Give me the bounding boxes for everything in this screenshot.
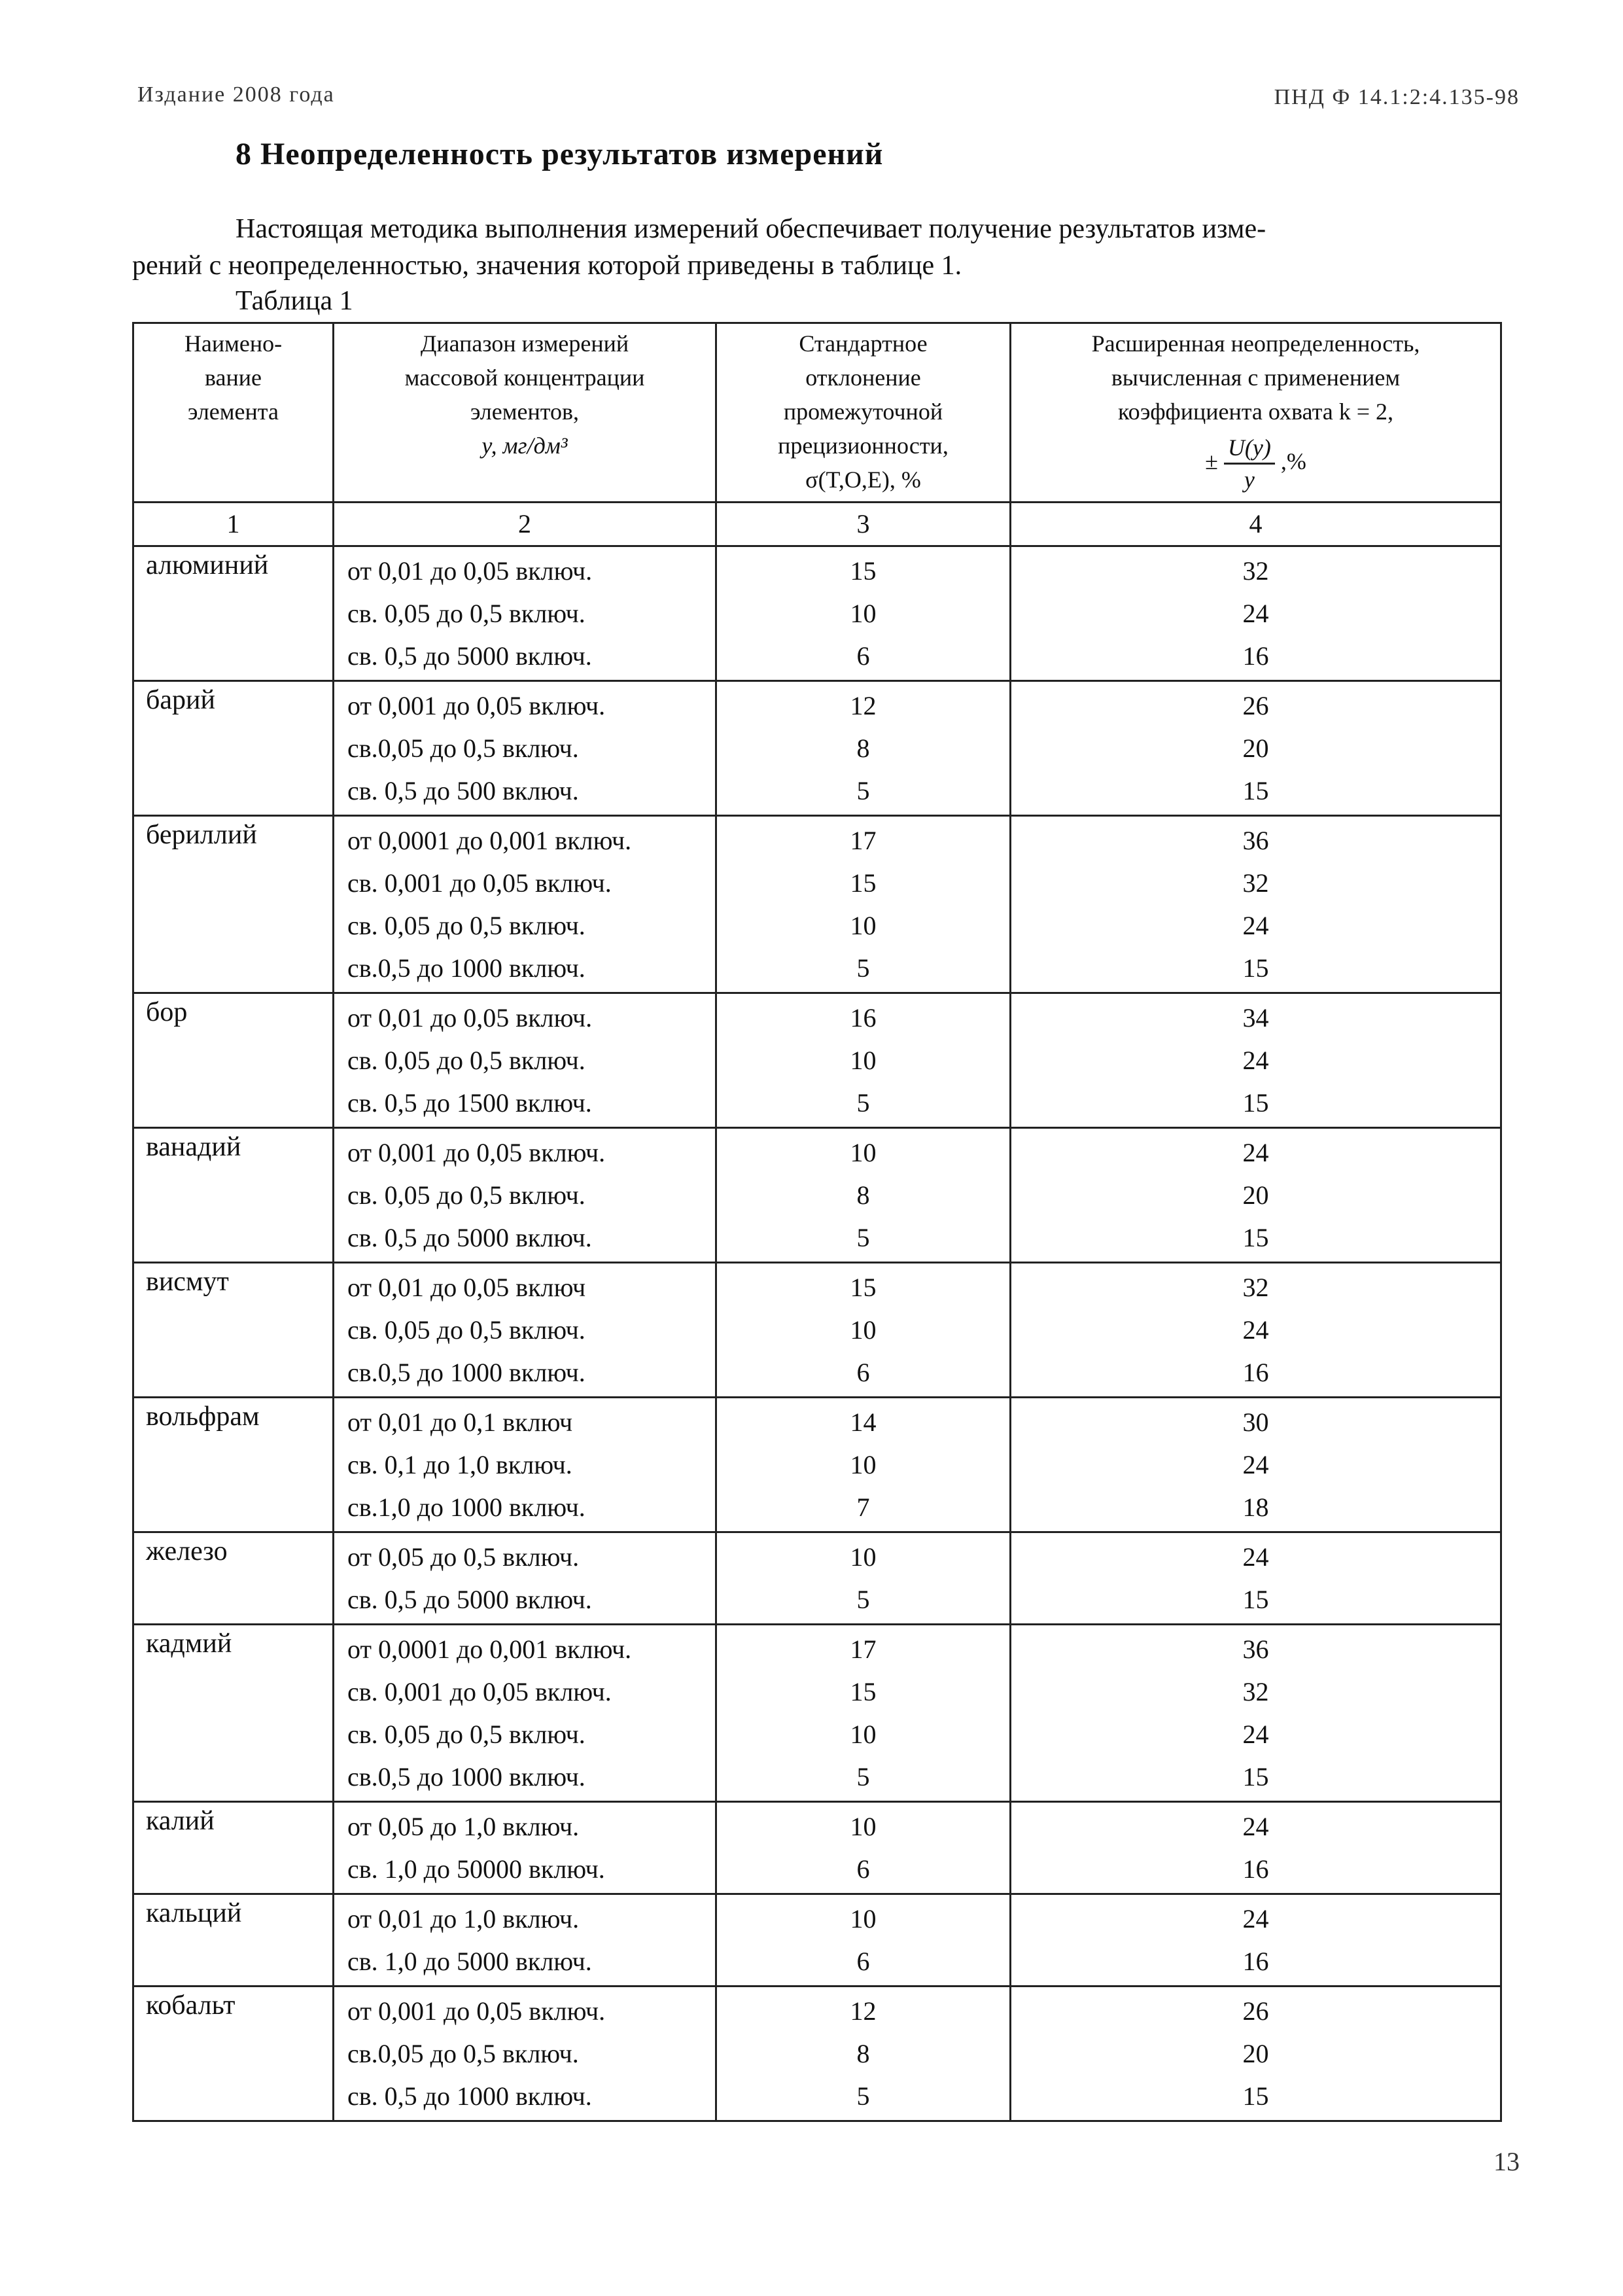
uncertainty-value: 26 [1242,691,1269,720]
sigma-cell [716,1263,1011,1398]
edition-label: Издание 2008 года [137,82,335,107]
sigma-cell [716,1532,1011,1625]
element-name: калий [133,1802,334,1894]
uncertainty-value: 16 [1242,1947,1269,1976]
range-line: от 0,001 до 0,05 включ. [347,1138,606,1167]
header-line: элементов, [470,398,580,425]
element-name: висмут [133,1263,334,1398]
element-name: ванадий [133,1128,334,1263]
range-cell [334,1128,716,1263]
header-line: вычисленная с применением [1111,364,1401,391]
table-row [133,1987,1501,2121]
sigma-value: 5 [856,953,870,983]
range-line: св. 0,05 до 0,5 включ. [347,1315,585,1345]
range-line: от 0,0001 до 0,001 включ. [347,826,632,855]
header-expanded-uncertainty [1011,323,1501,503]
sigma-value: 16 [850,1003,877,1033]
range-cell [334,1263,716,1398]
range-line: от 0,01 до 0,05 включ. [347,1003,593,1033]
range-line: св. 0,1 до 1,0 включ. [347,1450,572,1479]
header-sigma [716,323,1011,503]
range-line: св. 0,05 до 0,5 включ. [347,1720,585,1749]
header-line: отклонение [805,364,921,391]
range-cell [334,1802,716,1894]
uncertainty-value: 24 [1242,911,1269,940]
range-line: св. 0,5 до 1500 включ. [347,1088,592,1118]
uncertainty-value: 20 [1242,733,1269,763]
uncertainty-value: 24 [1242,1138,1269,1167]
uncertainty-value: 24 [1242,1720,1269,1749]
uncertainty-value: 20 [1242,1180,1269,1210]
sigma-value: 17 [850,826,877,855]
table-row [133,1894,1501,1987]
uncertainty-value: 15 [1242,1223,1269,1252]
sigma-value: 6 [856,1947,870,1976]
header-line: у, мг/дм³ [481,433,568,459]
uncertainty-value: 24 [1242,599,1269,628]
table-row [133,1398,1501,1532]
range-line: св.0,05 до 0,5 включ. [347,2039,579,2068]
uncertainty-table [132,322,1502,2122]
sigma-value: 14 [850,1407,877,1437]
uncertainty-cell [1011,1398,1501,1532]
uncertainty-formula [1011,433,1500,495]
uncertainty-value: 34 [1242,1003,1269,1033]
sigma-cell [716,1398,1011,1532]
sigma-value: 5 [856,2081,870,2111]
sigma-cell [716,1802,1011,1894]
table-row [133,546,1501,681]
uncertainty-value: 32 [1242,1677,1269,1706]
sigma-value: 15 [850,1677,877,1706]
range-line: от 0,01 до 1,0 включ. [347,1904,580,1934]
header-line: Наимено- [184,330,283,357]
table-row [133,993,1501,1128]
range-line: св. 1,0 до 5000 включ. [347,1947,592,1976]
column-number: 4 [1011,503,1501,546]
range-line: св. 1,0 до 50000 включ. [347,1854,605,1884]
column-number: 2 [334,503,716,546]
element-name: бор [133,993,334,1128]
uncertainty-value: 15 [1242,776,1269,805]
range-cell [334,1987,716,2121]
element-name: железо [133,1532,334,1625]
sigma-value: 5 [856,1762,870,1792]
uncertainty-cell [1011,546,1501,681]
uncertainty-cell [1011,1128,1501,1263]
range-line: от 0,0001 до 0,001 включ. [347,1634,632,1664]
range-line: св.1,0 до 1000 включ. [347,1492,585,1522]
uncertainty-value: 15 [1242,2081,1269,2111]
table-row [133,1128,1501,1263]
range-line: св. 0,05 до 0,5 включ. [347,1046,585,1075]
range-line: св.0,5 до 1000 включ. [347,953,585,983]
uncertainty-cell [1011,1802,1501,1894]
sigma-value: 5 [856,1088,870,1118]
sigma-value: 15 [850,556,877,586]
uncertainty-cell [1011,1625,1501,1802]
header-row [133,323,1501,503]
header-line: элемента [188,398,279,425]
uncertainty-value: 24 [1242,1904,1269,1934]
uncertainty-value: 16 [1242,1854,1269,1884]
header-line: σ(T,O,E), % [805,467,921,493]
uncertainty-value: 30 [1242,1407,1269,1437]
plus-minus-sign: ± [1205,448,1218,474]
element-name: вольфрам [133,1398,334,1532]
uncertainty-cell [1011,681,1501,816]
range-line: св.0,5 до 1000 включ. [347,1358,585,1387]
sigma-value: 10 [850,1720,877,1749]
element-name: кадмий [133,1625,334,1802]
range-line: св. 0,05 до 0,5 включ. [347,599,585,628]
header-element-name [133,323,334,503]
range-line: св. 0,5 до 1000 включ. [347,2081,592,2111]
fraction-numerator: U(y) [1224,433,1275,465]
element-name: кобальт [133,1987,334,2121]
range-line: св. 0,001 до 0,05 включ. [347,1677,612,1706]
sigma-value: 10 [850,1315,877,1345]
sigma-value: 10 [850,1542,877,1572]
uncertainty-value: 32 [1242,868,1269,898]
sigma-cell [716,1987,1011,2121]
sigma-value: 8 [856,733,870,763]
table-row [133,1263,1501,1398]
range-line: св.0,5 до 1000 включ. [347,1762,585,1792]
element-name: алюминий [133,546,334,681]
sigma-cell [716,993,1011,1128]
sigma-value: 6 [856,1854,870,1884]
column-number-row [133,503,1501,546]
paragraph-line-1: Настоящая методика выполнения измерений обеспечивает получение результатов изме- [236,214,1266,244]
sigma-value: 5 [856,1585,870,1614]
sigma-value: 10 [850,1046,877,1075]
uncertainty-value: 36 [1242,1634,1269,1664]
range-line: св. 0,001 до 0,05 включ. [347,868,612,898]
uncertainty-value: 15 [1242,1585,1269,1614]
fraction-denominator: y [1244,467,1255,493]
uncertainty-value: 32 [1242,1273,1269,1302]
uncertainty-cell [1011,1263,1501,1398]
sigma-value: 10 [850,1138,877,1167]
uncertainty-value: 24 [1242,1450,1269,1479]
range-line: св. 0,5 до 5000 включ. [347,641,592,671]
uncertainty-value: 15 [1242,953,1269,983]
range-line: св. 0,5 до 5000 включ. [347,1223,592,1252]
range-line: св. 0,05 до 0,5 включ. [347,911,585,940]
sigma-value: 10 [850,1450,877,1479]
sigma-value: 10 [850,599,877,628]
uncertainty-value: 36 [1242,826,1269,855]
uncertainty-cell [1011,1532,1501,1625]
range-line: от 0,05 до 1,0 включ. [347,1812,580,1841]
element-name: кальций [133,1894,334,1987]
range-cell [334,1625,716,1802]
page-number: 13 [1493,2147,1520,2176]
header-line: промежуточной [783,398,943,425]
sigma-value: 6 [856,641,870,671]
range-line: от 0,001 до 0,05 включ. [347,1996,606,2026]
sigma-value: 8 [856,2039,870,2068]
table-row [133,1532,1501,1625]
uncertainty-value: 16 [1242,641,1269,671]
sigma-value: 15 [850,1273,877,1302]
range-cell [334,546,716,681]
element-name: барий [133,681,334,816]
uncertainty-cell [1011,816,1501,993]
paragraph-line-2: рений с неопределенностью, значения которой приведены в таблице 1. [132,251,962,281]
uncertainty-value: 20 [1242,2039,1269,2068]
header-line: вание [204,364,262,391]
header-line: Расширенная неопределенность, [1091,330,1420,357]
uncertainty-cell [1011,1894,1501,1987]
table-row [133,816,1501,993]
sigma-value: 12 [850,691,877,720]
section-title: 8 Неопределенность результатов измерений [236,137,884,171]
uncertainty-value: 24 [1242,1812,1269,1841]
range-cell [334,1532,716,1625]
sigma-value: 5 [856,1223,870,1252]
sigma-value: 10 [850,1812,877,1841]
range-line: св. 0,5 до 5000 включ. [347,1585,592,1614]
header-line: коэффициента охвата k = 2, [1117,398,1394,425]
uncertainty-value: 24 [1242,1046,1269,1075]
range-line: от 0,01 до 0,05 включ. [347,556,593,586]
sigma-cell [716,546,1011,681]
range-line: от 0,01 до 0,05 включ [347,1273,586,1302]
uncertainty-value: 26 [1242,1996,1269,2026]
range-line: св. 0,05 до 0,5 включ. [347,1180,585,1210]
range-cell [334,816,716,993]
header-line: прецизионности, [778,433,949,459]
sigma-value: 15 [850,868,877,898]
range-line: от 0,01 до 0,1 включ [347,1407,573,1437]
header-line: массовой концентрации [404,364,645,391]
range-line: от 0,05 до 0,5 включ. [347,1542,580,1572]
range-cell [334,993,716,1128]
percent-unit: ,% [1280,448,1306,474]
uncertainty-value: 18 [1242,1492,1269,1522]
table-caption: Таблица 1 [236,286,353,316]
uncertainty-value: 15 [1242,1088,1269,1118]
sigma-value: 12 [850,1996,877,2026]
uncertainty-cell [1011,1987,1501,2121]
uncertainty-value: 24 [1242,1315,1269,1345]
sigma-cell [716,681,1011,816]
sigma-value: 10 [850,911,877,940]
table-row [133,1802,1501,1894]
uncertainty-cell [1011,993,1501,1128]
sigma-value: 7 [856,1492,870,1522]
column-number: 1 [133,503,334,546]
uncertainty-value: 24 [1242,1542,1269,1572]
range-cell [334,681,716,816]
range-line: св. 0,5 до 500 включ. [347,776,579,805]
range-cell [334,1894,716,1987]
element-name: бериллий [133,816,334,993]
sigma-cell [716,1128,1011,1263]
sigma-cell [716,1625,1011,1802]
header-range [334,323,716,503]
uncertainty-value: 15 [1242,1762,1269,1792]
sigma-cell [716,1894,1011,1987]
document-code: ПНД Ф 14.1:2:4.135-98 [1274,85,1520,109]
sigma-value: 10 [850,1904,877,1934]
header-line: Диапазон измерений [420,330,629,357]
fraction [1224,433,1275,495]
range-line: от 0,001 до 0,05 включ. [347,691,606,720]
range-cell [334,1398,716,1532]
range-line: св.0,05 до 0,5 включ. [347,733,579,763]
uncertainty-value: 16 [1242,1358,1269,1387]
table-row [133,681,1501,816]
sigma-value: 17 [850,1634,877,1664]
sigma-value: 6 [856,1358,870,1387]
column-number: 3 [716,503,1011,546]
header-line: Стандартное [799,330,928,357]
sigma-value: 5 [856,776,870,805]
uncertainty-value: 32 [1242,556,1269,586]
sigma-cell [716,816,1011,993]
sigma-value: 8 [856,1180,870,1210]
table-row [133,1625,1501,1802]
